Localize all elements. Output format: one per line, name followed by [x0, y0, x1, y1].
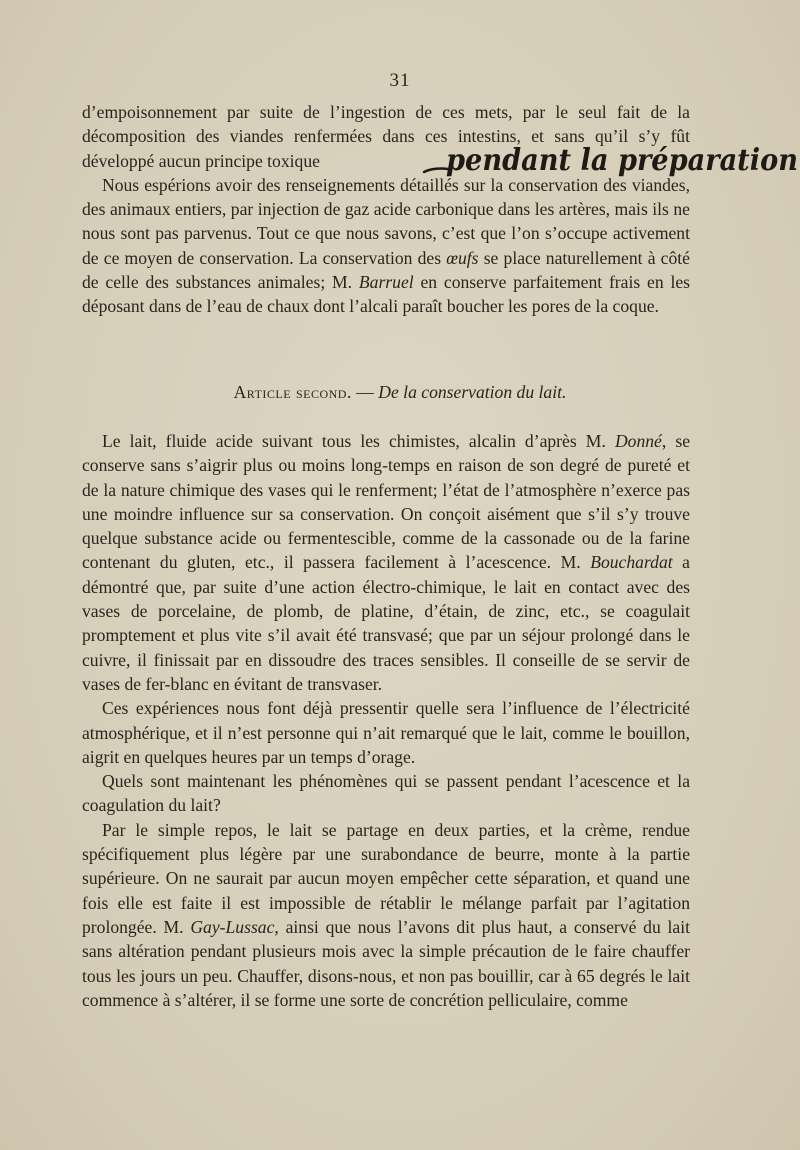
handwritten-annotation-text: pendant la préparation	[446, 143, 798, 178]
emphasis-oeufs: œufs	[446, 247, 479, 268]
name-donne: Donné	[614, 431, 662, 451]
paragraph-cream: Par le simple repos, le lait se partage en deux parties, et la crème, rendue spécifiquement plus légère par une surabondance de beurre, monte à la partie supérieure. On ne saurait par aucun moyen empêcher cette séparation, et quand une fois elle est faite il est impossible de rétablir le mélange parfait par l’agitation prolongée. M. Gay-Lussac, ainsi que nous l’avons dit plus haut, a conservé du lait sans altération pendant plusieurs mois avec la simple précaution de le faire chauffer tous les jours un peu. Chauffer, disons-nous, et non pas bouillir, car à 65 degrés le lait commence à s’altérer, il se forme une sorte de concrétion pelliculaire, comme	[82, 819, 690, 1010]
paragraph-milk-intro: Le lait, fluide acide suivant tous les chimistes, alcalin d’après M. Donné, se conserve sans s’aigrir plus ou moins long-temps en raison de son degré de pureté et de la nature chimique des vases qui le renferment; l’état de l’atmosphère n’exerce pas une moindre influence sur sa conservation. On conçoit aisément que s’il s’y trouve quelque substance acide ou fermentescible, comme de la cassonade ou de la farine contenant du gluten, etc., il passera facilement à l’acescence. M. Bouchardat a démontré que, par suite d’une action électro-chimique, le lait en contact avec des vases de porcelaine, de plomb, de platine, d’étain, de zinc, etc., se coagulait promptement et plus vite s’il avait été transvasé; que par un séjour prolongé dans le cuivre, il finissait par en dissoudre des traces sensibles. Il conseille de se servir de vases de fer-blanc en évitant de transvaser.	[82, 431, 690, 694]
text-line: d’empoisonnement par suite de l’ingestion de ces mets, par le seul fait de	[82, 102, 668, 122]
text-line: la décomposition des viandes renfermées dans ces intestins, et sans qu’il	[82, 102, 690, 147]
paragraph-eggs: Nous espérions avoir des renseignements détaillés sur la conservation des viandes, des animaux entiers, par injection de gaz acide carbonique dans les artères, mais ils ne nous sont pas parvenus. Tout ce que nous savons, c’est que l’on s’occupe activement de ce moyen de conservation. La conservation des œufs se place naturellement à côté de celle des substances animales; M. Barruel en conserve parfaitement frais en les déposant dans de l’eau de chaux dont l’alcali paraît boucher les pores de la coque.	[82, 174, 690, 317]
opening-text-block	[82, 100, 690, 319]
milk-text-block	[82, 429, 690, 1012]
name-barruel: Barruel	[358, 272, 414, 293]
heading-label: Article second.	[233, 382, 352, 402]
section-heading	[0, 382, 800, 403]
name-bouchardat: Bouchardat	[590, 552, 673, 573]
handwritten-annotation	[422, 138, 800, 190]
paragraph-question: Quels sont maintenant les phénomènes qui se passent pendant l’acescence et la coagulation du lait?	[82, 771, 690, 816]
heading-title: De la conservation du lait.	[378, 382, 567, 402]
page-number: 31	[389, 70, 411, 91]
text-line: s’y fût développé aucun principe toxique	[82, 126, 690, 171]
paragraph-electricity: Ces expériences nous font déjà pressentir quelle sera l’influence de l’électricité atmosphérique, et il n’est personne qui n’ait remarqué que le lait, comme le bouillon, aigrit en quelques heures par un temps d’orage.	[82, 698, 690, 767]
name-gay-lussac: Gay-Lussac	[190, 916, 275, 937]
heading-dash: —	[351, 382, 379, 402]
